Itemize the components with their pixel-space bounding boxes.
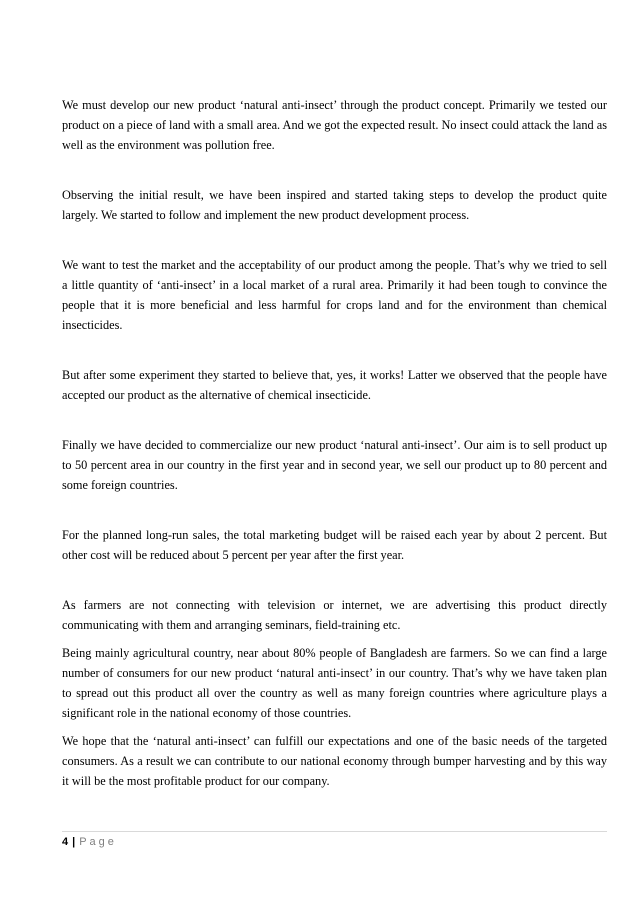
page-footer bbox=[62, 834, 117, 850]
paragraph-conclusion: We hope that the ‘natural anti-insect’ can fulfill our expectations and one of the basic needs of the targeted consumers. As a result we can contribute to our national economy through bumper harvesting and by this way it will be the most profitable product for our company. bbox=[62, 734, 607, 788]
paragraph-marketing-budget: For the planned long-run sales, the total marketing budget will be raised each year by about 2 percent. But other cost will be reduced about 5 percent per year after the first year. bbox=[62, 528, 607, 562]
document-body bbox=[62, 95, 607, 791]
paragraph-commercialize: Finally we have decided to commercialize our new product ‘natural anti-insect’. Our aim is to sell product up to 50 percent area in our country in the first year and in second year, we sell our product up to 80 percent and some foreign countries. bbox=[62, 438, 607, 492]
paragraph-product-concept: We must develop our new product ‘natural anti-insect’ through the product concept. Primarily we tested our product on a piece of land with a small area. And we got the expected result. No insect could attack the land as well as the environment was pollution free. bbox=[62, 98, 607, 152]
page-label: Page bbox=[79, 836, 117, 848]
paragraph-advertising: As farmers are not connecting with television or internet, we are advertising this product directly communicating with them and arranging seminars, field-training etc. bbox=[62, 598, 607, 632]
paragraph-experiment: But after some experiment they started to believe that, yes, it works! Latter we observed that the people have accepted our product as the alternative of chemical insecticide. bbox=[62, 368, 607, 402]
footer-separator: | bbox=[72, 836, 76, 848]
paragraph-consumers: Being mainly agricultural country, near about 80% people of Bangladesh are farmers. So we can find a large number of consumers for our new product ‘natural anti-insect’ in our country. That’s why we have taken plan to spread out this product all over the country as well as many foreign countries where agriculture plays a significant role in the national economy of those countries. bbox=[62, 646, 607, 720]
paragraph-market-test: We want to test the market and the acceptability of our product among the people. That’s why we tried to sell a little quantity of ‘anti-insect’ in a local market of a rural area. Primarily it had been tough to convince the people that it is more beneficial and less harmful for crops land and for the environment than chemical insecticides. bbox=[62, 258, 607, 332]
paragraph-initial-result: Observing the initial result, we have been inspired and started taking steps to develop the product quite largely. We started to follow and implement the new product development process. bbox=[62, 188, 607, 222]
page-number: 4 bbox=[62, 836, 69, 848]
footer-divider bbox=[62, 831, 607, 832]
